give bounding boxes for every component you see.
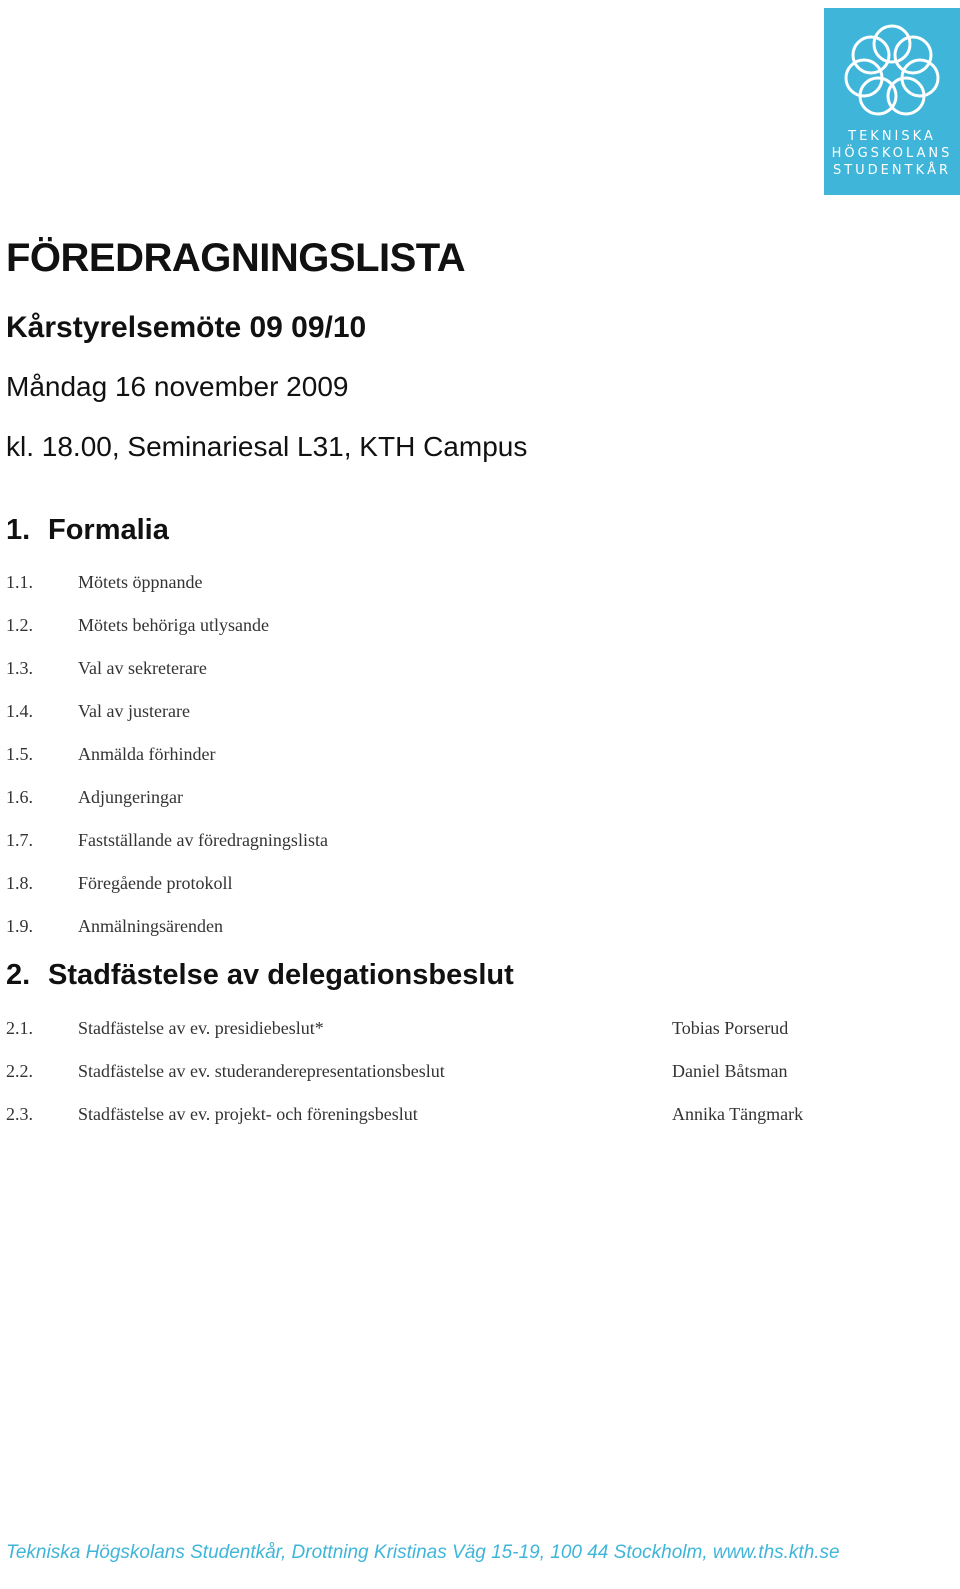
item-text: Fastställande av föredragningslista (78, 830, 328, 850)
item-text: Mötets behöriga utlysande (78, 615, 269, 635)
section-title: Formalia (48, 514, 169, 546)
item-number: 2.3. (6, 1104, 33, 1124)
item-number: 1.1. (6, 572, 33, 592)
item-text: Stadfästelse av ev. projekt- och föreningsbeslut (78, 1104, 418, 1124)
item-number: 1.2. (6, 615, 33, 635)
item-text: Anmälningsärenden (78, 916, 223, 936)
item-number: 1.5. (6, 744, 33, 764)
item-text: Stadfästelse av ev. studeranderepresentationsbeslut (78, 1061, 445, 1081)
item-number: 1.7. (6, 830, 33, 850)
item-number: 1.4. (6, 701, 33, 721)
ths-logo (824, 8, 960, 195)
rings-emblem-icon (838, 22, 946, 118)
section-number: 1. (6, 514, 31, 546)
document-title: FÖREDRAGNINGSLISTA (6, 236, 466, 280)
item-number: 2.2. (6, 1061, 33, 1081)
meeting-date: Måndag 16 november 2009 (6, 371, 349, 402)
item-text: Föregående protokoll (78, 873, 233, 893)
item-number: 1.3. (6, 658, 33, 678)
logo-line-2: HÖGSKOLANS (831, 146, 953, 161)
item-number: 1.9. (6, 916, 33, 936)
section-heading-delegationsbeslut (6, 959, 514, 992)
item-text: Val av sekreterare (78, 658, 207, 678)
meeting-name: Kårstyrelsemöte 09 09/10 (6, 311, 367, 344)
logo-line-3: STUDENTKÅR (832, 163, 952, 178)
meeting-time-place: kl. 18.00, Seminariesal L31, KTH Campus (6, 431, 528, 462)
item-number: 1.6. (6, 787, 33, 807)
footer-address: Tekniska Högskolans Studentkår, Drottning Kristinas Väg 15-19, 100 44 Stockholm, www.ths.kth.se (6, 1542, 840, 1563)
item-text: Stadfästelse av ev. presidiebeslut* (78, 1018, 324, 1038)
item-number: 2.1. (6, 1018, 33, 1038)
item-text: Mötets öppnande (78, 572, 203, 592)
item-text: Val av justerare (78, 701, 190, 721)
item-text: Anmälda förhinder (78, 744, 216, 764)
item-number: 1.8. (6, 873, 33, 893)
item-responsible: Daniel Båtsman (672, 1061, 788, 1081)
logo-line-1: TEKNISKA (848, 129, 936, 144)
section-title: Stadfästelse av delegationsbeslut (48, 959, 514, 991)
item-responsible: Annika Tängmark (672, 1104, 804, 1124)
item-text: Adjungeringar (78, 787, 183, 807)
section-number: 2. (6, 959, 31, 991)
item-responsible: Tobias Porserud (672, 1018, 789, 1038)
section-heading-formalia (6, 514, 169, 547)
